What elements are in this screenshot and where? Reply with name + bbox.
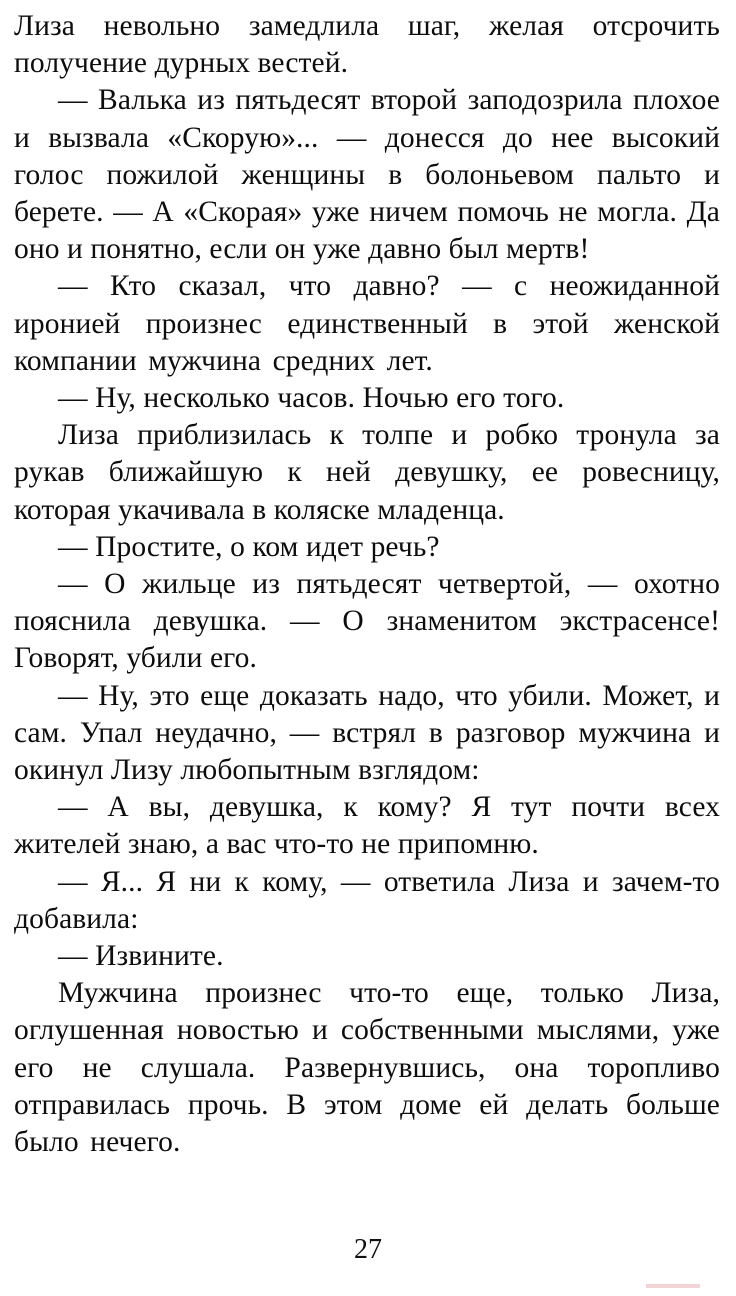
paragraph: — Кто сказал, что давно? — с неожиданной иронией произнес единственный в этой женской компании мужчина средних лет. <box>14 270 720 377</box>
paragraph: — Извините. <box>58 940 224 973</box>
page-edge-mark <box>646 1284 700 1288</box>
paragraph: — Ну, несколько часов. Ночью его того. <box>58 382 565 415</box>
paragraph: — О жильце из пятьдесят четвертой, — охотно пояснила девушка. — О знаменитом экстрасенсе! Говорят, убили его. <box>14 568 720 675</box>
paragraph: — Ну, это еще доказать надо, что убили. Может, и сам. Упал неудачно, — встрял в разговор мужчина и окинул Лизу любопытным взглядом: <box>14 679 720 787</box>
paragraph: — Валька из пятьдесят второй заподозрила плохое и вызвала «Скорую»... — донесся до нее высокий голос пожилой женщины в болоньевом пальто и берете. — А «Скорая» уже ничем помочь не могла. Да оно и понятно, если он уже давно был мертв! <box>14 84 720 266</box>
page-number: 27 <box>354 1234 382 1265</box>
paragraph: — А вы, девушка, к кому? Я тут почти всех жителей знаю, а вас что-то не припомню. <box>14 791 720 861</box>
paragraph: — Простите, о ком идет речь? <box>58 530 440 563</box>
paragraph: Лиза невольно замедлила шаг, желая отсрочить получение дурных вестей. <box>14 10 720 80</box>
paragraph: Лиза приблизилась к толпе и робко тронула за рукав ближайшую к ней девушку, ее ровесницу, которая укачивала в коляске младенца. <box>14 419 720 526</box>
page-body <box>14 8 720 1161</box>
paragraph: — Я... Я ни к кому, — ответила Лиза и зачем-то добавила: <box>14 865 720 935</box>
paragraph: Мужчина произнес что-то еще, только Лиза, оглушенная новостью и собственными мыслями, уже его не слушала. Развернувшись, она торопливо отправилась прочь. В этом доме ей делать больше было нечего. <box>14 977 720 1159</box>
